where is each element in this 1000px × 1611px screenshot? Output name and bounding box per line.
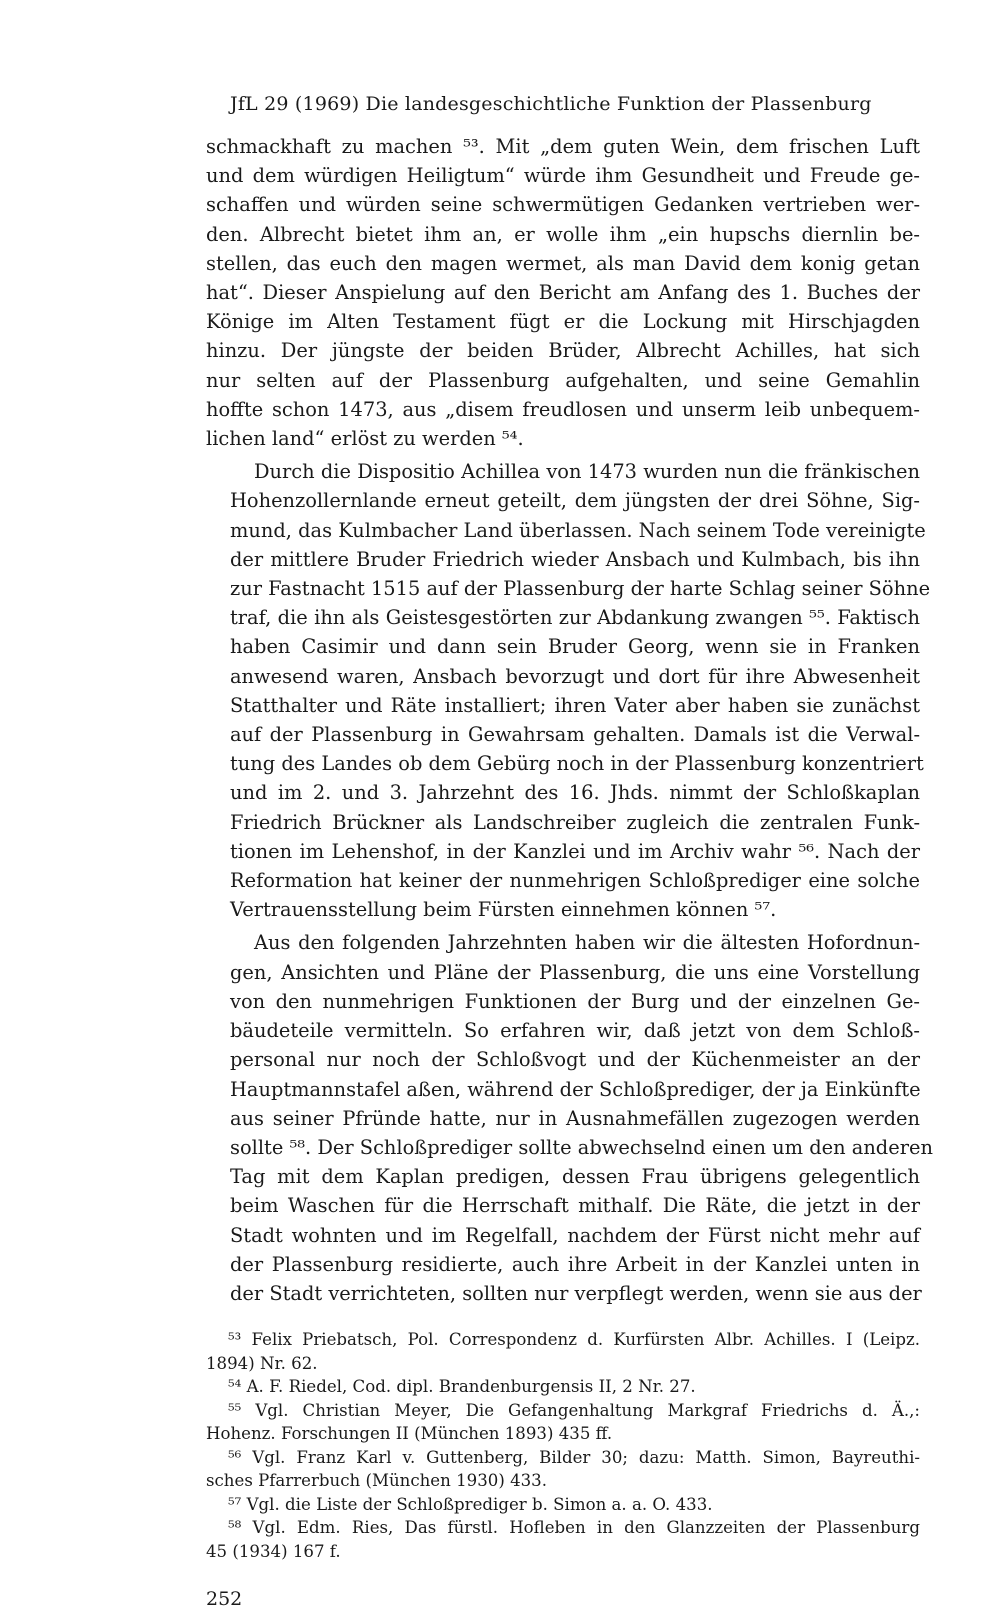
footnote-58 <box>206 1516 920 1563</box>
text-line: gen, Ansichten und Pläne der Plassenburg, die uns eine Vorstellung <box>230 960 920 984</box>
text-line: personal nur noch der Schloßvogt und der Küchenmeister an der <box>230 1048 920 1072</box>
paragraph-3 <box>206 928 933 1308</box>
text-line: Könige im Alten Testament fügt er die Lockung mit Hirschjagden <box>206 310 920 334</box>
text-line: Statthalter und Räte installiert; ihren Vater aber haben sie zunächst <box>230 693 920 717</box>
text-line: aus seiner Pfründe hatte, nur in Ausnahmefällen zugezogen werden <box>230 1106 920 1130</box>
text-line: Stadt wohnten und im Regelfall, nachdem der Fürst nicht mehr auf <box>230 1223 920 1247</box>
footnotes <box>206 1328 920 1563</box>
footnote-55 <box>206 1399 920 1446</box>
text-line: anwesend waren, Ansbach bevorzugt und dort für ihre Abwesenheit <box>230 664 920 688</box>
footnote-line: ⁵⁷ Vgl. die Liste der Schloßprediger b. Simon a. a. O. 433. <box>228 1494 713 1514</box>
running-head: JfL 29 (1969) Die landesgeschichtliche Funktion der Plassenburg <box>230 93 872 115</box>
text-line: auf der Plassenburg in Gewahrsam gehalten. Damals ist die Verwal- <box>230 723 920 747</box>
footnote-line: ⁵⁸ Vgl. Edm. Ries, Das fürstl. Hofleben in den Glanzzeiten der Plassenburg <box>228 1518 920 1538</box>
footnote-line: 1894) Nr. 62. <box>206 1353 318 1373</box>
footnote-line: ⁵⁵ Vgl. Christian Meyer, Die Gefangenhaltung Markgraf Friedrichs d. Ä.,: <box>228 1400 920 1420</box>
text-line: traf, die ihn als Geistesgestörten zur Abdankung zwangen ⁵⁵. Faktisch <box>230 606 920 630</box>
text-line: stellen, das euch den magen wermet, als man David dem konig getan <box>206 251 920 275</box>
body-text <box>206 132 933 1308</box>
text-line: den. Albrecht bietet ihm an, er wolle ihm „ein hupschs diernlin be- <box>206 222 920 246</box>
footnote-line: ⁵³ Felix Priebatsch, Pol. Correspondenz d. Kurfürsten Albr. Achilles. I (Leipz. <box>228 1330 920 1350</box>
text-line: und im 2. und 3. Jahrzehnt des 16. Jhds. nimmt der Schloßkaplan <box>230 781 920 805</box>
text-line: der mittlere Bruder Friedrich wieder Ansbach und Kulmbach, bis ihn <box>230 547 920 571</box>
footnote-line: ⁵⁴ A. F. Riedel, Cod. dipl. Brandenburgensis II, 2 Nr. 27. <box>228 1377 696 1397</box>
text-line: Hauptmannstafel aßen, während der Schloßprediger, der ja Einkünfte <box>230 1077 921 1101</box>
footnote-line: Hohenz. Forschungen II (München 1893) 435 ff. <box>206 1424 613 1444</box>
footnote-54 <box>206 1375 920 1399</box>
text-line: schaffen und würden seine schwermütigen Gedanken vertrieben wer- <box>206 193 920 217</box>
footnote-line: 45 (1934) 167 f. <box>206 1541 341 1561</box>
text-line: Aus den folgenden Jahrzehnten haben wir die ältesten Hofordnun- <box>254 931 920 955</box>
paragraph-1 <box>206 132 920 453</box>
text-line: hat“. Dieser Anspielung auf den Bericht am Anfang des 1. Buches der <box>206 281 920 305</box>
text-line: hinzu. Der jüngste der beiden Brüder, Albrecht Achilles, hat sich <box>206 339 920 363</box>
text-line: tung des Landes ob dem Gebürg noch in der Plassenburg konzentriert <box>230 752 924 776</box>
text-line: lichen land“ erlöst zu werden ⁵⁴. <box>206 427 524 451</box>
text-line: der Stadt verrichteten, sollten nur verpflegt werden, wenn sie aus der <box>230 1281 922 1305</box>
text-line: schmackhaft zu machen ⁵³. Mit „dem guten Wein, dem frischen Luft <box>206 135 920 158</box>
text-line: der Plassenburg residierte, auch ihre Arbeit in der Kanzlei unten in <box>230 1252 920 1276</box>
footnote-line: ⁵⁶ Vgl. Franz Karl v. Guttenberg, Bilder 30; dazu: Matth. Simon, Bayreuthi- <box>228 1447 920 1467</box>
text-line: hoffte schon 1473, aus „disem freudlosen und unserm leib unbequem- <box>206 397 920 421</box>
text-line: Durch die Dispositio Achillea von 1473 wurden nun die fränkischen <box>254 460 920 484</box>
text-line: nur selten auf der Plassenburg aufgehalten, und seine Gemahlin <box>206 368 920 392</box>
text-line: Friedrich Brückner als Landschreiber zugleich die zentralen Funk- <box>230 810 920 834</box>
text-line: Hohenzollernlande erneut geteilt, dem jüngsten der drei Söhne, Sig- <box>230 489 920 513</box>
text-line: Tag mit dem Kaplan predigen, dessen Frau übrigens gelegentlich <box>230 1165 920 1189</box>
text-line: und dem würdigen Heiligtum“ würde ihm Gesundheit und Freude ge- <box>206 164 920 188</box>
text-line: zur Fastnacht 1515 auf der Plassenburg der harte Schlag seiner Söhne <box>230 577 931 601</box>
footnote-57 <box>206 1493 920 1517</box>
text-line: Vertrauensstellung beim Fürsten einnehmen können ⁵⁷. <box>230 898 777 922</box>
text-line: sollte ⁵⁸. Der Schloßprediger sollte abwechselnd einen um den anderen <box>230 1135 933 1159</box>
footnote-line: sches Pfarrerbuch (München 1930) 433. <box>206 1471 548 1491</box>
text-line: bäudeteile vermitteln. So erfahren wir, daß jetzt von dem Schloß- <box>230 1019 920 1043</box>
text-line: beim Waschen für die Herrschaft mithalf. Die Räte, die jetzt in der <box>230 1194 920 1218</box>
document-page <box>206 92 933 1611</box>
text-line: von den nunmehrigen Funktionen der Burg und der einzelnen Ge- <box>230 989 920 1013</box>
footnote-56 <box>206 1446 920 1493</box>
text-line: tionen im Lehenshof, in der Kanzlei und im Archiv wahr ⁵⁶. Nach der <box>230 839 920 863</box>
text-line: Reformation hat keiner der nunmehrigen Schloßprediger eine solche <box>230 869 920 893</box>
page-number: 252 <box>206 1588 243 1611</box>
footnote-53 <box>206 1328 920 1375</box>
text-line: mund, das Kulmbacher Land überlassen. Nach seinem Tode vereinigte <box>230 518 926 542</box>
text-line: haben Casimir und dann sein Bruder Georg, wenn sie in Franken <box>230 635 920 659</box>
paragraph-2 <box>206 457 931 924</box>
